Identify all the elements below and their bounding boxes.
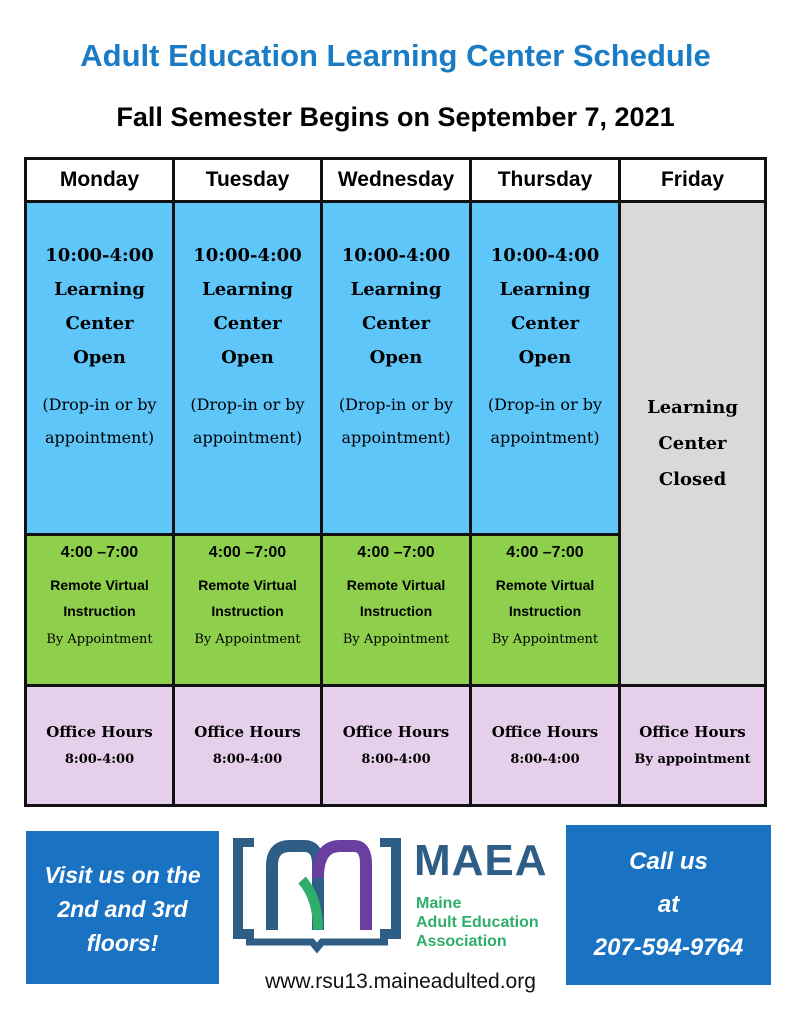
call-phone[interactable]: 207-594-9764	[593, 934, 744, 961]
open-time: 10:00-4:00	[490, 245, 600, 266]
open-cell-wednesday	[323, 203, 469, 533]
open-label-2: Center	[65, 313, 134, 334]
open-label-3: Open	[221, 347, 274, 368]
open-label-2: Center	[510, 313, 580, 334]
remote-time: 4:00 –7:00	[208, 544, 287, 561]
schedule-grid	[24, 157, 767, 807]
logo-wordmark: MAEA	[414, 836, 548, 885]
office-hours: 8:00-4:00	[212, 752, 283, 767]
closed-label: Learning Center Closed	[647, 396, 738, 490]
open-cell-tuesday	[175, 203, 320, 533]
remote-note: By Appointment	[342, 632, 450, 647]
open-cell-thursday	[472, 203, 618, 533]
header-wednesday: Wednesday	[323, 160, 469, 200]
office-hours: 8:00-4:00	[64, 752, 135, 767]
open-label-1: Learning	[350, 279, 442, 300]
office-cell-thursday	[472, 687, 618, 804]
remote-label: Remote Virtual Instruction	[50, 577, 149, 619]
call-line-1: Call us	[629, 848, 708, 875]
page-subtitle: Fall Semester Begins on September 7, 2021	[116, 102, 675, 132]
office-cell-wednesday	[323, 687, 469, 804]
office-label: Office Hours	[342, 723, 450, 741]
visit-box	[26, 831, 219, 984]
visit-line-2: 2nd and 3rd	[57, 896, 188, 922]
call-box	[566, 825, 771, 985]
open-note: (Drop-in or by appointment)	[190, 395, 305, 447]
open-note: (Drop-in or by appointment)	[487, 395, 603, 447]
closed-cell-friday	[621, 203, 764, 684]
remote-label: Remote Virtual Instruction	[198, 577, 297, 619]
open-time: 10:00-4:00	[193, 245, 302, 266]
open-label-1: Learning	[499, 279, 591, 300]
remote-time: 4:00 –7:00	[60, 544, 139, 561]
remote-note: By Appointment	[491, 632, 599, 647]
open-label-3: Open	[518, 347, 572, 368]
visit-line-3: floors!	[86, 930, 159, 956]
office-label: Office Hours	[46, 723, 153, 741]
open-label-2: Center	[213, 313, 282, 334]
remote-cell-monday	[27, 536, 172, 684]
remote-note: By Appointment	[46, 632, 153, 647]
office-hours: 8:00-4:00	[361, 752, 431, 767]
header-thursday: Thursday	[472, 160, 618, 200]
header-friday: Friday	[621, 160, 764, 200]
header-monday: Monday	[27, 160, 172, 200]
open-time: 10:00-4:00	[341, 245, 451, 266]
remote-time: 4:00 –7:00	[506, 544, 584, 561]
office-cell-friday	[621, 687, 764, 804]
office-cell-monday	[27, 687, 172, 804]
remote-cell-thursday	[472, 536, 618, 684]
call-line-2: at	[657, 891, 680, 918]
header-tuesday: Tuesday	[175, 160, 320, 200]
maea-logo-icon	[232, 838, 402, 956]
open-label-3: Open	[369, 347, 423, 368]
open-label-1: Learning	[202, 279, 293, 300]
remote-label: Remote Virtual Instruction	[346, 577, 446, 619]
open-cell-monday	[27, 203, 172, 533]
office-hours: 8:00-4:00	[510, 752, 580, 767]
open-label-1: Learning	[54, 279, 145, 300]
open-note: (Drop-in or by appointment)	[338, 395, 454, 447]
remote-label: Remote Virtual Instruction	[495, 577, 595, 619]
office-label: Office Hours	[639, 723, 746, 741]
open-label-2: Center	[361, 313, 431, 334]
office-cell-tuesday	[175, 687, 320, 804]
open-label-3: Open	[73, 347, 126, 368]
visit-line-1: Visit us on the	[44, 862, 201, 888]
remote-cell-tuesday	[175, 536, 320, 684]
remote-cell-wednesday	[323, 536, 469, 684]
remote-time: 4:00 –7:00	[357, 544, 435, 561]
remote-note: By Appointment	[194, 632, 301, 647]
open-note: (Drop-in or by appointment)	[42, 395, 157, 447]
open-time: 10:00-4:00	[45, 245, 154, 266]
office-label: Office Hours	[194, 723, 301, 741]
logo-association: Maine Adult Education Association	[416, 895, 539, 950]
website-link[interactable]: www.rsu13.maineadulted.org	[265, 970, 536, 993]
office-hours-friday: By appointment	[634, 752, 751, 767]
page-title: Adult Education Learning Center Schedule	[80, 38, 711, 73]
office-label: Office Hours	[491, 723, 599, 741]
